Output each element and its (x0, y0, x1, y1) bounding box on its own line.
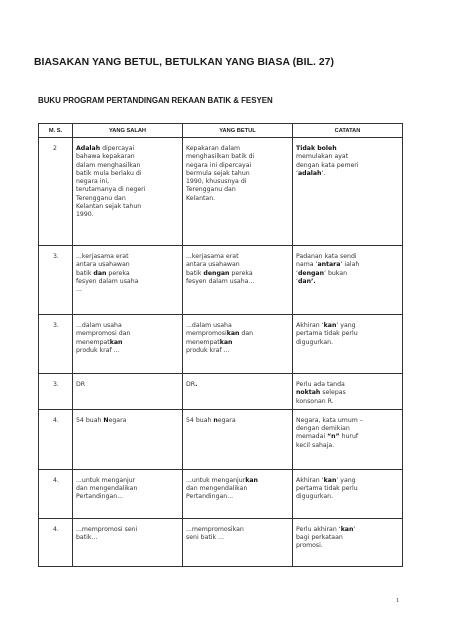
table-row (39, 315, 403, 374)
text-segment: menempat (76, 338, 110, 346)
text-segment: ’ ialah (340, 261, 360, 269)
cell-line (186, 381, 289, 389)
cell-line (296, 270, 399, 278)
text-segment: ’ yang (336, 322, 356, 329)
cell-ms: 3. (39, 374, 73, 410)
cell-ms: 4. (39, 518, 73, 566)
cell-line (296, 381, 399, 389)
text-segment: ’ (353, 525, 356, 533)
text-segment: pereka (229, 269, 253, 277)
document-title: BIASAKAN YANG BETUL, BETULKAN YANG BIASA (BIL. 27) (34, 57, 335, 68)
cell-salah (73, 518, 183, 566)
cell-line (296, 534, 399, 542)
bold-text: kan (226, 330, 240, 338)
cell-line (76, 211, 179, 219)
cell-line (76, 270, 179, 278)
text-segment: promosi. (296, 542, 323, 550)
text-segment: antara usahawan (186, 261, 240, 269)
text-segment: antara usahawan (76, 261, 130, 269)
cell-line (296, 145, 399, 153)
text-segment: Pertandingan... (76, 493, 124, 501)
cell-line (296, 278, 399, 286)
text-segment: negara ini, (76, 178, 110, 186)
text-segment: ‘ (296, 277, 298, 285)
text-segment: mempromosi (186, 330, 227, 338)
text-segment: dan mengendalikan (76, 485, 138, 493)
table-row (39, 409, 403, 469)
text-segment: ...dalam usaha (76, 322, 122, 329)
cell-catatan (293, 518, 403, 566)
cell-line (76, 417, 179, 425)
bold-text: dengan (203, 269, 230, 277)
text-segment: batik (76, 269, 94, 277)
bold-text: dan (93, 269, 107, 277)
text-segment: dalam menghasilkan (76, 161, 141, 169)
text-segment: ‘ (296, 269, 298, 277)
bold-text: n (213, 416, 218, 424)
text-segment: ...untuk menganjur (186, 476, 246, 484)
cell-line (296, 417, 399, 425)
text-segment: 54 buah (186, 416, 214, 424)
text-segment: ... (76, 286, 82, 294)
text-segment: dengan demikian (296, 425, 350, 433)
cell-catatan (293, 409, 403, 469)
cell-line (296, 253, 399, 261)
cell-line (186, 153, 289, 161)
cell-line (186, 162, 289, 170)
table-row (39, 138, 403, 246)
cell-line (186, 526, 289, 534)
header-yang-betul: YANG BETUL (183, 124, 293, 138)
text-segment: menempat (186, 338, 220, 346)
text-segment: ...kerjasama erat (76, 253, 129, 260)
text-segment: huruf (339, 433, 359, 441)
bold-text: Tidak boleh (296, 145, 337, 152)
cell-line (186, 261, 289, 269)
text-segment: 54 buah (76, 416, 104, 424)
cell-line (76, 347, 179, 355)
cell-line (76, 170, 179, 178)
cell-betul (183, 469, 293, 518)
cell-line (186, 347, 289, 355)
cell-line (186, 186, 289, 194)
text-segment: nama ‘ (296, 261, 318, 269)
cell-betul (183, 409, 293, 469)
cell-line (76, 162, 179, 170)
text-segment: Kepakaran dalam (186, 145, 241, 152)
bold-text: adalah (297, 169, 322, 177)
cell-line (296, 153, 399, 161)
text-segment: dengan kata pemeri (296, 161, 359, 169)
text-segment: Kelantan. (186, 194, 216, 202)
cell-line (76, 493, 179, 501)
text-segment: ...untuk menganjur (76, 476, 136, 484)
document-subtitle: BUKU PROGRAM PERTANDINGAN REKAAN BATIK & FESYEN (38, 96, 273, 105)
cell-line (76, 381, 179, 389)
text-segment: 1990, khususnya di (186, 178, 247, 186)
cell-line (296, 339, 399, 347)
cell-catatan (293, 374, 403, 410)
cell-line (76, 195, 179, 203)
text-segment: ...mempromosikan (186, 525, 244, 533)
cell-line (186, 485, 289, 493)
cell-salah (73, 315, 183, 374)
cell-betul (183, 374, 293, 410)
cell-line (186, 170, 289, 178)
text-segment: Akhiran ‘ (296, 476, 324, 484)
cell-betul (183, 315, 293, 374)
text-segment: pereka (106, 269, 130, 277)
text-segment: menghasilkan batik di (186, 153, 255, 161)
cell-salah (73, 246, 183, 315)
cell-line (296, 322, 399, 330)
text-segment: ’ bukan (324, 269, 347, 277)
cell-line (76, 145, 179, 153)
text-segment: Kelantan sejak tahun (76, 203, 142, 211)
cell-line (76, 153, 179, 161)
text-segment: bagi perkataan (296, 534, 343, 542)
text-segment: digugurkan. (296, 338, 334, 346)
cell-line (186, 493, 289, 501)
cell-line (76, 286, 179, 294)
bold-text: kan (323, 322, 337, 329)
text-segment: konsonan R. (296, 397, 334, 405)
cell-ms: 2 (39, 138, 73, 246)
text-segment: dan mengendalikan (186, 485, 248, 493)
cell-betul (183, 138, 293, 246)
table-header-row (39, 124, 403, 138)
text-segment: produk kraf ... (76, 346, 120, 354)
cell-line (186, 278, 289, 286)
cell-line (76, 203, 179, 211)
text-segment: dan (239, 330, 254, 338)
bold-text: antara (317, 261, 341, 269)
cell-line (296, 477, 399, 485)
text-segment: terutamanya di negeri (76, 186, 146, 194)
text-segment: selepas (320, 389, 346, 397)
text-segment: DR (76, 381, 86, 388)
table-row (39, 518, 403, 566)
text-segment: Akhiran ‘ (296, 322, 324, 329)
text-segment: Perlu akhiran ‘ (296, 525, 341, 533)
cell-catatan (293, 246, 403, 315)
cell-line (76, 339, 179, 347)
text-segment: egara (217, 416, 236, 424)
bold-text: . (195, 381, 198, 388)
cell-line (76, 477, 179, 485)
cell-ms: 3. (39, 315, 73, 374)
text-segment: Terengganu dan (186, 186, 236, 194)
text-segment: ’ yang (336, 476, 356, 484)
text-segment: mempromosi dan (76, 330, 131, 338)
text-segment: memulakan ayat (296, 153, 349, 161)
cell-line (186, 178, 289, 186)
bold-text: kan (219, 338, 233, 346)
cell-ms: 4. (39, 469, 73, 518)
text-segment: kecil sahaja. (296, 441, 335, 449)
cell-catatan (293, 315, 403, 374)
cell-line (76, 261, 179, 269)
text-segment: digugurkan. (296, 493, 334, 501)
cell-salah (73, 469, 183, 518)
cell-catatan (293, 138, 403, 246)
text-segment: 1990. (76, 211, 94, 219)
bold-text: Adalah (76, 145, 101, 152)
text-segment: fesyen dalam usaha (76, 277, 139, 285)
cell-line (76, 526, 179, 534)
header-yang-salah: YANG SALAH (73, 124, 183, 138)
cell-salah (73, 374, 183, 410)
cell-line (296, 425, 399, 433)
correction-table (38, 123, 403, 567)
cell-ms: 3. (39, 246, 73, 315)
text-segment: DR (186, 381, 196, 388)
cell-catatan (293, 469, 403, 518)
cell-line (186, 330, 289, 338)
cell-line (186, 339, 289, 347)
cell-line (296, 261, 399, 269)
cell-line (296, 485, 399, 493)
text-segment: Negara, kata umum – (296, 416, 363, 424)
table-row (39, 374, 403, 410)
cell-ms: 4. (39, 409, 73, 469)
cell-line (186, 534, 289, 542)
text-segment: bermula sejak tahun (186, 169, 250, 177)
cell-salah (73, 409, 183, 469)
cell-line (76, 253, 179, 261)
text-segment: bahawa kepakaran (76, 153, 135, 161)
cell-line (296, 398, 399, 406)
text-segment: ‘ (296, 169, 298, 177)
table-body (39, 138, 403, 567)
cell-line (296, 442, 399, 450)
text-segment: batik... (76, 534, 98, 542)
text-segment: Pertandingan... (186, 493, 234, 501)
table-row (39, 246, 403, 315)
cell-line (296, 493, 399, 501)
text-segment: ...kerjasama erat (186, 253, 239, 260)
text-segment: Perlu ada tanda (296, 381, 345, 388)
text-segment: memadai (296, 433, 328, 441)
bold-text: dan’. (297, 277, 316, 285)
text-segment: ...dalam usaha (186, 322, 232, 329)
bold-text: kan (109, 338, 123, 346)
text-segment: pertama tidak perlu (296, 485, 358, 493)
cell-line (296, 162, 399, 170)
text-segment: produk kraf ... (186, 346, 230, 354)
cell-line (186, 253, 289, 261)
cell-line (186, 195, 289, 203)
bold-text: noktah (296, 389, 321, 397)
cell-line (296, 542, 399, 550)
header-ms: M. S. (39, 124, 73, 138)
cell-line (186, 477, 289, 485)
cell-line (76, 322, 179, 330)
bold-text: N (103, 416, 109, 424)
text-segment: fesyen dalam usaha... (186, 277, 255, 285)
header-catatan: CATATAN (293, 124, 403, 138)
text-segment: ’. (321, 169, 326, 177)
cell-salah (73, 138, 183, 246)
cell-line (76, 278, 179, 286)
cell-line (76, 186, 179, 194)
bold-text: dengan (297, 269, 325, 277)
text-segment: ...mempromosi seni (76, 525, 138, 533)
bold-text: “n” (327, 433, 340, 441)
cell-line (76, 330, 179, 338)
text-segment: Padanan kata sendi (296, 253, 357, 260)
table-row (39, 469, 403, 518)
cell-line (296, 389, 399, 397)
text-segment: egara (108, 416, 127, 424)
cell-line (186, 145, 289, 153)
bold-text: kan (340, 525, 354, 533)
cell-line (186, 270, 289, 278)
cell-betul (183, 246, 293, 315)
text-segment: negara ini dipercayai (186, 161, 252, 169)
cell-line (76, 178, 179, 186)
text-segment: batik mula berlaku di (76, 169, 142, 177)
cell-line (296, 433, 399, 441)
text-segment: dipercayai (100, 145, 135, 152)
text-segment: Terengganu dan (76, 194, 126, 202)
cell-line (76, 485, 179, 493)
cell-line (296, 330, 399, 338)
cell-line (76, 534, 179, 542)
text-segment: seni batik ... (186, 534, 224, 542)
cell-betul (183, 518, 293, 566)
bold-text: kan (323, 476, 337, 484)
cell-line (186, 322, 289, 330)
cell-line (186, 417, 289, 425)
cell-line (296, 170, 399, 178)
bold-text: kan (245, 476, 258, 484)
text-segment: pertama tidak perlu (296, 330, 358, 338)
page-number: 1 (396, 598, 400, 604)
text-segment: batik (186, 269, 204, 277)
cell-line (296, 526, 399, 534)
